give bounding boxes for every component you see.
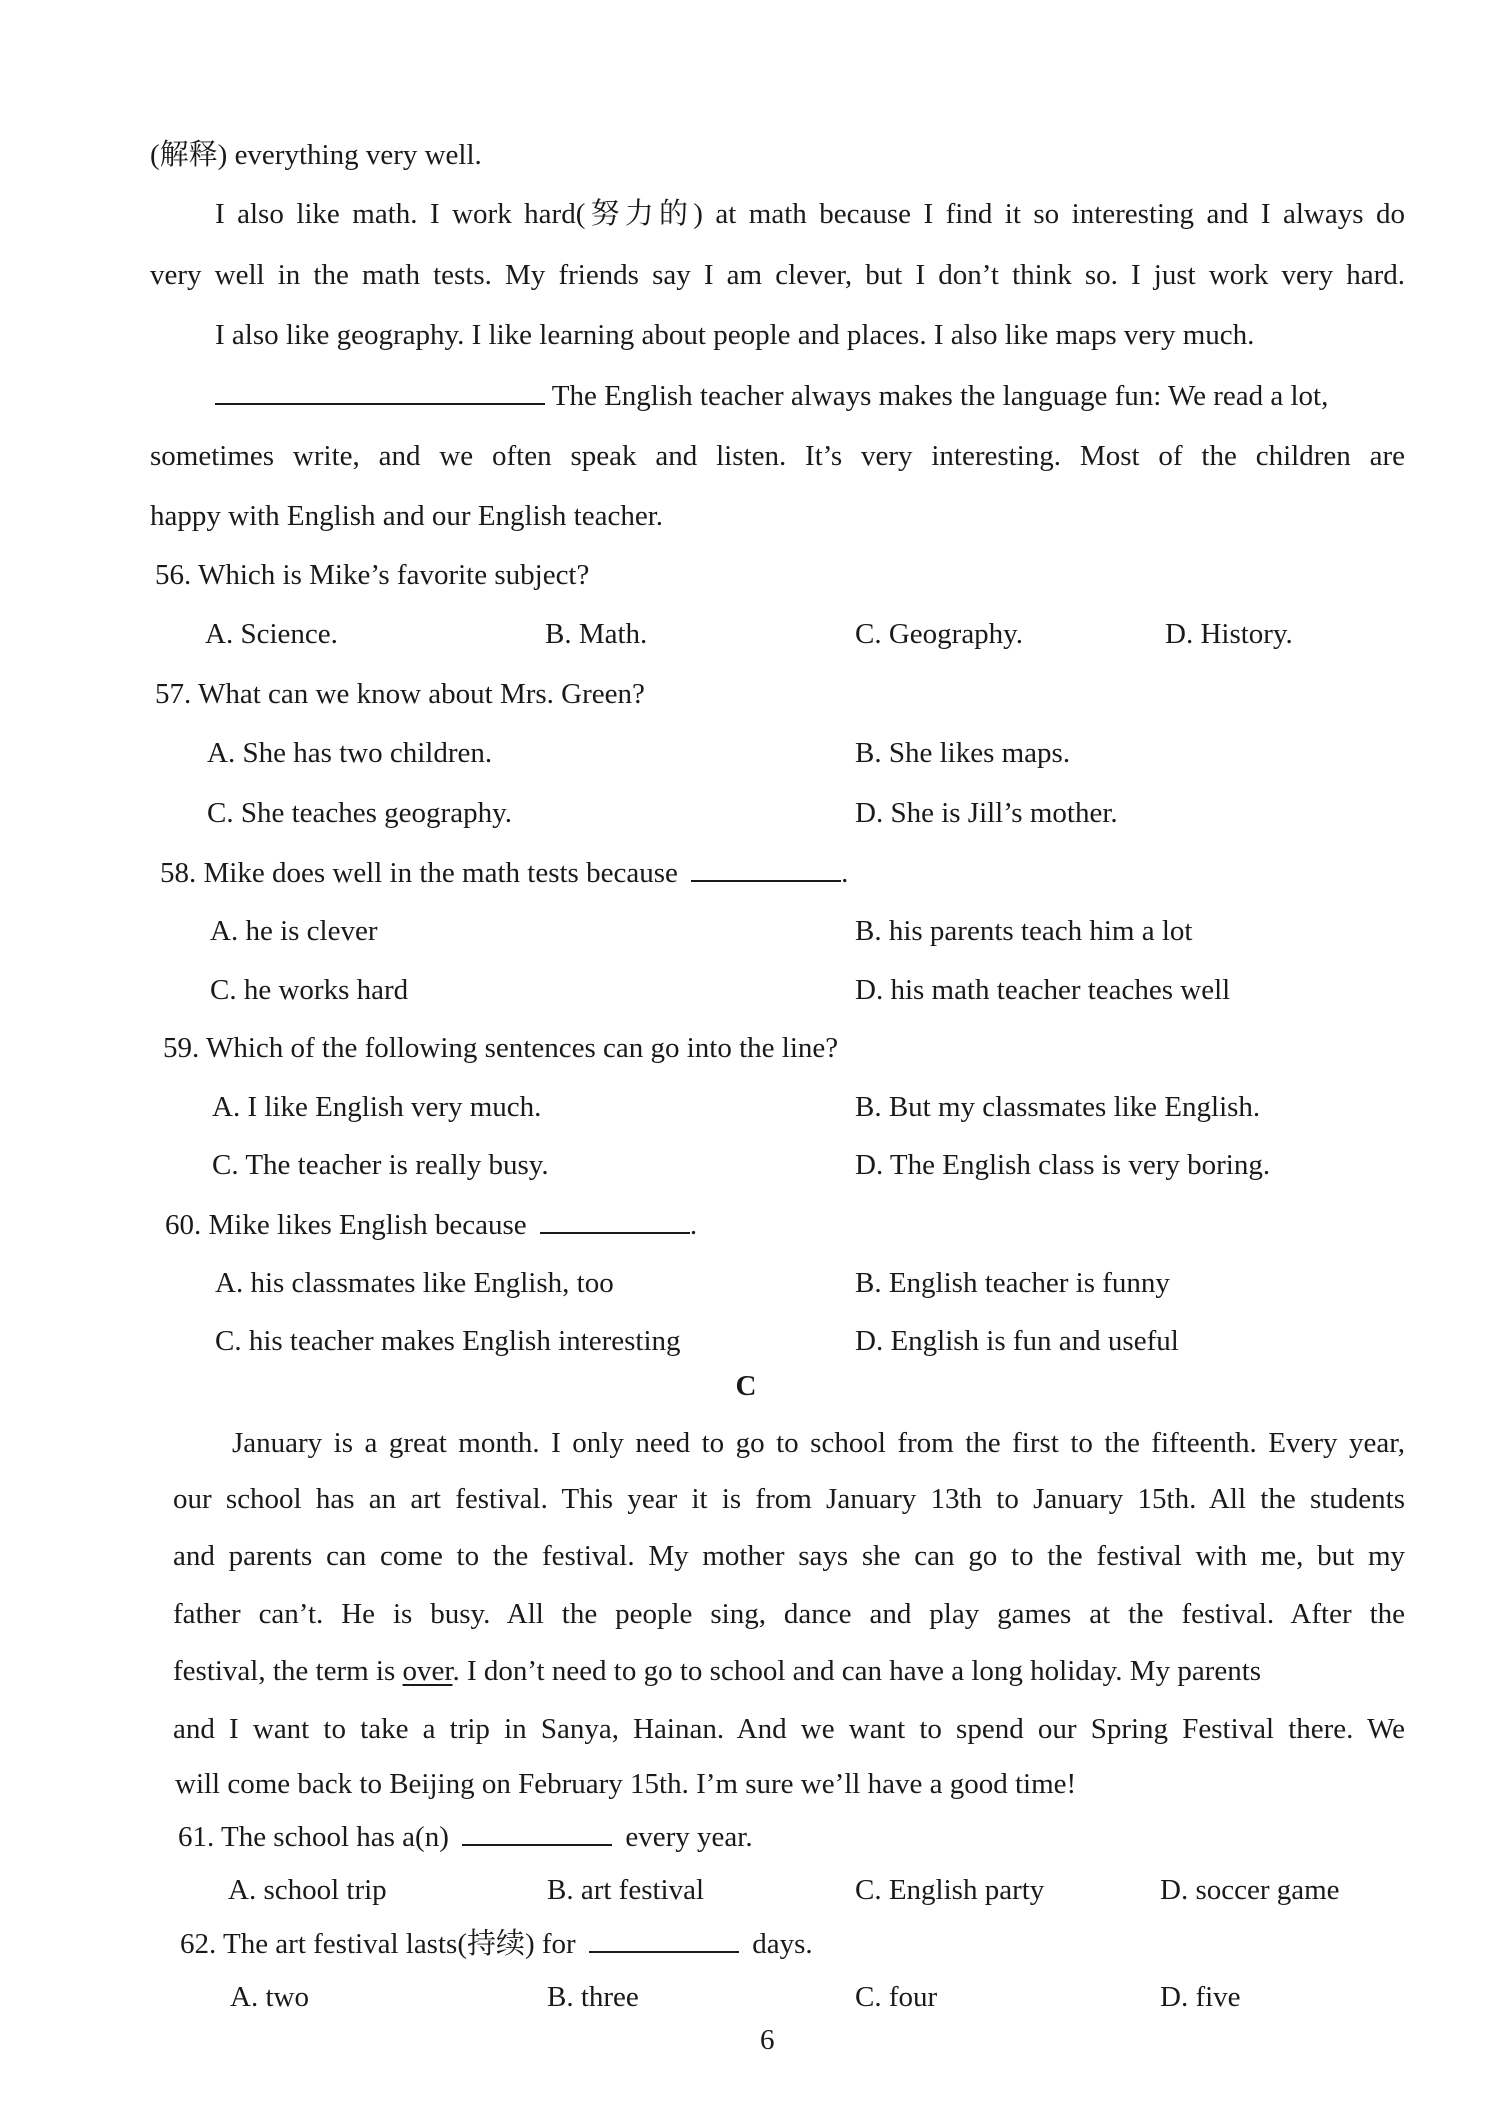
passage-line: I also like geography. I like learning about people and places. I also like maps very much. [215,319,1255,351]
option-d: D. She is Jill’s mother. [855,797,1118,829]
question-stem-end: every year. [625,1821,753,1853]
option-a: A. I like English very much. [212,1091,542,1123]
question-stem-text: 61. The school has a(n) [178,1821,449,1853]
passage-line: will come back to Beijing on February 15th. I’m sure we’ll have a good time! [175,1768,1077,1800]
answer-blank [589,1925,739,1953]
passage-line: very well in the math tests. My friends say I am clever, but I don’t think so. I just work very hard. [150,259,1405,291]
option-b: B. She likes maps. [855,737,1071,769]
option-b: B. But my classmates like English. [855,1091,1261,1123]
passage-line: I also like math. I work hard(努力的) at math because I find it so interesting and I always do [215,198,1405,230]
passage-line: January is a great month. I only need to go to school from the first to the fifteenth. Every year, [232,1427,1405,1459]
option-c: C. four [855,1981,938,2013]
passage-line: sometimes write, and we often speak and listen. It’s very interesting. Most of the children are [150,440,1405,472]
passage-line: happy with English and our English teacher. [150,500,664,532]
answer-blank [215,377,545,405]
underlined-word: over [402,1655,453,1687]
option-c: C. his teacher makes English interesting [215,1325,681,1357]
question-stem [178,1818,753,1854]
answer-blank [691,854,841,882]
question-stem-text: 60. Mike likes English because [165,1209,527,1241]
option-a: A. Science. [205,618,338,650]
option-a: A. his classmates like English, too [215,1267,614,1299]
question-stem-end: days. [752,1928,813,1960]
option-a: A. She has two children. [207,737,493,769]
option-a: A. he is clever [210,915,378,947]
passage-text-after: . I don’t need to go to school and can have a long holiday. My parents [452,1655,1262,1687]
question-stem-end: . [841,857,849,889]
option-b: B. his parents teach him a lot [855,915,1193,947]
question-stem [160,854,848,890]
option-d: D. soccer game [1160,1874,1340,1906]
option-b: B. Math. [545,618,648,650]
option-d: D. five [1160,1981,1241,2013]
question-stem-end: . [689,1209,698,1241]
option-c: C. The teacher is really busy. [212,1149,549,1181]
question-stem: 57. What can we know about Mrs. Green? [155,678,645,710]
passage-line: and I want to take a trip in Sanya, Hainan. And we want to spend our Spring Festival there. We [173,1713,1405,1745]
passage-line-with-blank [215,377,1328,413]
passage-line-text [173,1653,1261,1689]
option-d: D. History. [1165,618,1293,650]
option-c: C. She teaches geography. [207,797,512,829]
section-heading: C [735,1370,757,1402]
passage-line: and parents can come to the festival. My mother says she can go to the festival with me, but my [173,1540,1405,1572]
question-stem: 56. Which is Mike’s favorite subject? [155,559,590,591]
answer-blank [540,1206,690,1234]
question-stem-text: 58. Mike does well in the math tests because [160,857,678,889]
option-d: D. English is fun and useful [855,1325,1179,1357]
option-a: A. two [230,1981,309,2013]
page-number: 6 [760,2024,775,2056]
question-stem-text: 62. The art festival lasts(持续) for [180,1928,576,1960]
option-b: B. three [547,1981,639,2013]
passage-line: (解释) everything very well. [150,139,482,171]
option-c: C. English party [855,1874,1045,1906]
answer-blank [462,1818,612,1846]
question-stem [180,1925,813,1961]
option-a: A. school trip [228,1874,387,1906]
passage-text-before: festival, the term is [173,1655,396,1687]
passage-line: our school has an art festival. This year it is from January 13th to January 15th. All the students [173,1483,1405,1515]
option-d: D. The English class is very boring. [855,1149,1271,1181]
passage-line-with-underline [173,1653,1405,1689]
option-b: B. English teacher is funny [855,1267,1170,1299]
passage-line: father can’t. He is busy. All the people sing, dance and play games at the festival. After the [173,1598,1405,1630]
question-stem: 59. Which of the following sentences can go into the line? [163,1032,839,1064]
passage-line-text: The English teacher always makes the language fun: We read a lot, [551,380,1329,412]
option-b: B. art festival [547,1874,705,1906]
question-stem [165,1206,697,1242]
option-d: D. his math teacher teaches well [855,974,1231,1006]
option-c: C. he works hard [210,974,409,1006]
option-c: C. Geography. [855,618,1024,650]
